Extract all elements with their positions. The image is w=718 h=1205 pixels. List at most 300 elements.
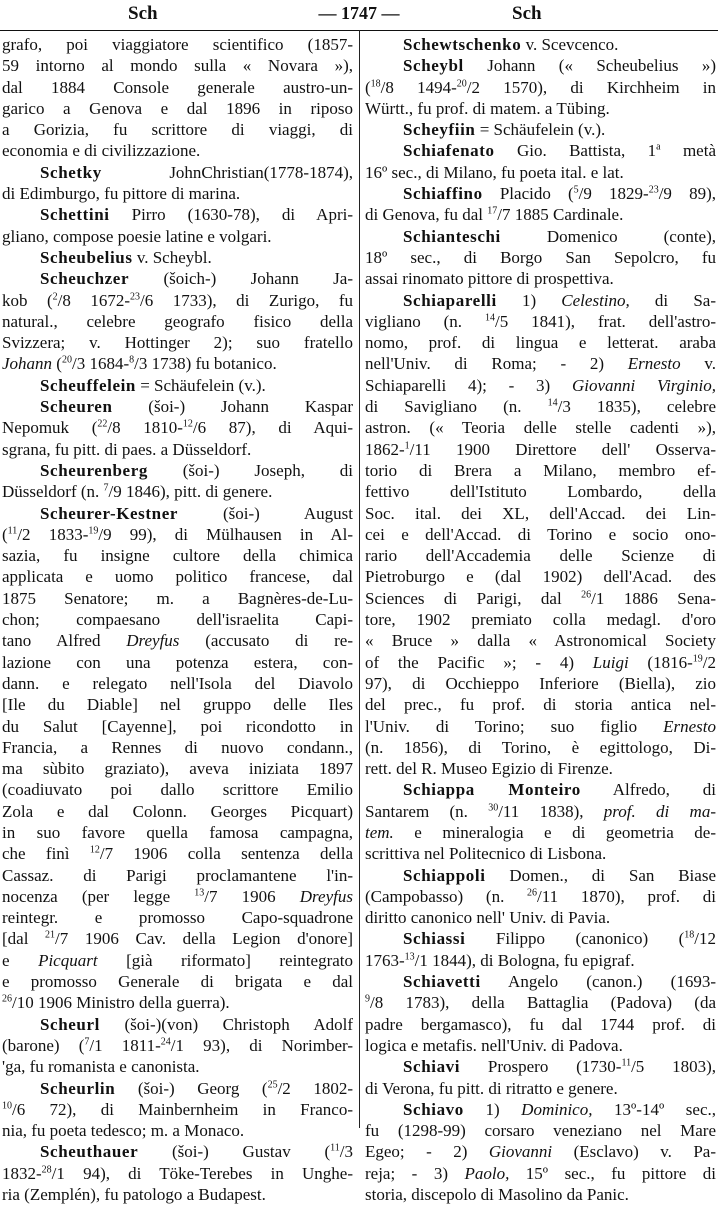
date-superscript: 10	[2, 1100, 12, 1112]
italic-name: Ernesto	[663, 716, 716, 736]
text-run: (šoi-) August	[178, 503, 353, 523]
text-line	[2, 630, 353, 651]
text-run: /5 1841), frat. dell'astro-	[494, 311, 716, 331]
text-line	[365, 98, 716, 119]
text-run: scrittiva nel Politecnico di Lisbona.	[365, 844, 607, 864]
text-run: fettivo dell'Istituto Lombardo, della	[365, 482, 716, 502]
text-line	[2, 183, 353, 204]
text-run: Svizzera; v. Hottinger 2); suo fratello	[2, 333, 353, 353]
text-line	[365, 1056, 716, 1077]
text-run: dann. e relegato nell'Isola del Diavolo	[2, 673, 353, 693]
date-superscript: 11	[621, 1057, 632, 1069]
text-run: torio di Brera a Milano, membro ef-	[365, 460, 716, 480]
date-superscript: 25	[267, 1078, 278, 1090]
text-line	[365, 652, 716, 673]
headword: Schianteschi	[403, 226, 501, 246]
text-run: /9 99), di Mülhausen in Al-	[98, 524, 353, 544]
text-run: = Schäufelein (v.).	[135, 375, 266, 395]
text-run: 1)	[496, 290, 562, 310]
text-line	[2, 119, 353, 140]
text-run: (coadiuvato poi dallo scrittore Emilio	[2, 780, 353, 800]
date-superscript: 13	[404, 951, 415, 963]
text-run: /11 1838),	[498, 801, 604, 821]
text-line	[2, 992, 353, 1013]
text-line	[365, 375, 716, 396]
text-run: 13º-14º sec.,	[592, 1099, 716, 1119]
text-line	[2, 801, 353, 822]
text-line	[365, 119, 716, 140]
italic-name: Celestino,	[561, 290, 630, 310]
text-line	[2, 1120, 353, 1141]
text-line	[365, 183, 716, 204]
text-run: 97), di Occhieppo Inferiore (Biella), zio	[365, 673, 716, 693]
text-run: 1763-	[365, 950, 405, 970]
headword: Schiassi	[403, 929, 466, 949]
text-line	[2, 1163, 353, 1184]
text-line	[365, 226, 716, 247]
text-line	[2, 737, 353, 758]
date-superscript: 17	[487, 205, 498, 217]
text-line	[365, 1141, 716, 1162]
text-run: (	[2, 524, 8, 544]
text-run: /7 1906 Cav. della Legion d'onore]	[55, 929, 353, 949]
text-run: tore, 1902 premiato colla medagl. d'oro	[365, 610, 716, 630]
text-run: (barone) (	[2, 1035, 85, 1055]
date-superscript: 19	[88, 525, 99, 537]
headword: Scheurlin	[40, 1078, 116, 1098]
text-run: /8 1494-	[380, 77, 457, 97]
text-run: (šoi-)(von) Christoph Adolf	[99, 1014, 353, 1034]
text-run: (šoich-) Johann Ja-	[129, 269, 353, 289]
text-line	[2, 865, 353, 886]
text-run: /8 1783), della Battaglia (Padova) (da	[370, 993, 716, 1013]
text-line	[2, 843, 353, 864]
text-run: grafo, poi viaggiatore scientifico (1857-	[2, 35, 353, 54]
text-run: Sciences di Parigi, dal	[365, 588, 582, 608]
text-line	[365, 801, 716, 822]
text-line	[365, 779, 716, 800]
text-run: /2 1570), di Kirchheim in	[466, 77, 716, 97]
text-run: sgrana, fu pitt. di paes. a Düsseldorf.	[2, 439, 252, 459]
date-superscript: 2	[52, 290, 58, 302]
date-superscript: 18	[370, 77, 381, 89]
italic-name: Luigi	[592, 652, 629, 672]
italic-name: Giovanni	[488, 1142, 553, 1162]
text-run: 15º sec., fu pittore di	[509, 1163, 716, 1183]
text-line	[2, 609, 353, 630]
text-line	[2, 460, 353, 481]
text-line	[365, 822, 716, 843]
text-run: /1 1886 Sena-	[591, 588, 716, 608]
text-line	[365, 758, 716, 779]
text-line	[2, 353, 353, 374]
text-run: logica e metafis. nell'Univ. di Padova.	[365, 1035, 623, 1055]
text-run: /1 1811-	[89, 1035, 161, 1055]
text-line	[2, 481, 353, 502]
text-line	[365, 843, 716, 864]
text-run: di Verona, fu pitt. di ritratto e genere.	[365, 1078, 618, 1098]
text-run: (šoi-) Johann Kaspar	[112, 397, 353, 417]
italic-name: prof. di ma-	[603, 801, 716, 821]
text-run: (n. 1856), di Torino, è egittologo, Di-	[365, 737, 716, 757]
text-run: Zola e dal Colonn. Georges Picquart)	[2, 801, 353, 821]
text-run: in suo favore quella famosa campagna,	[2, 822, 353, 842]
text-run: « Bruce » dalla « Astronomical Society	[365, 631, 716, 651]
text-run: del prec., fu prof. di storia antica nel-	[365, 695, 716, 715]
page-number: — 1747 —	[318, 3, 400, 23]
text-run: Egeo; - 2)	[365, 1142, 489, 1162]
text-run: /6 1733), di Zurigo, fu	[140, 290, 353, 310]
text-run: /6 72), di Mainbernheim in Franco-	[12, 1099, 353, 1119]
text-run: /11 1900 Direttore dell' Osserva-	[409, 439, 716, 459]
text-line	[365, 928, 716, 949]
text-line	[2, 1184, 353, 1205]
text-line	[365, 673, 716, 694]
text-run: /2 1802-	[277, 1078, 353, 1098]
text-run: Alfredo, di	[580, 780, 716, 800]
text-line	[2, 439, 353, 460]
text-run: Placido (	[482, 184, 574, 204]
date-superscript: 28	[41, 1164, 52, 1176]
text-line	[2, 290, 353, 311]
date-superscript: 11	[7, 525, 18, 537]
text-line	[2, 545, 353, 566]
text-line	[2, 140, 353, 161]
text-line	[2, 971, 353, 992]
text-line	[365, 865, 716, 886]
text-line	[2, 758, 353, 779]
text-line	[2, 162, 353, 183]
text-run: /1 94), di Töke-Terebes in Unghe-	[51, 1163, 353, 1183]
text-run: 1)	[463, 1099, 522, 1119]
text-run: /3 1738) fu botanico.	[134, 354, 277, 374]
text-line	[2, 375, 353, 396]
text-run: 1832-	[2, 1163, 42, 1183]
text-line	[365, 268, 716, 289]
italic-name: Ernesto	[627, 354, 681, 374]
text-run: 1875 Senatore; m. a Bagnères-de-Lu-	[2, 588, 353, 608]
headword: Schiavetti	[403, 972, 481, 992]
date-superscript: 19	[692, 652, 703, 664]
headword: Schiaffino	[403, 184, 483, 204]
date-superscript: 11	[330, 1142, 340, 1154]
date-superscript: 9	[365, 993, 370, 1005]
text-run: 16º sec., di Milano, fu poeta ital. e lat.	[365, 162, 624, 182]
text-run: assai rinomato pittore di prospettiva.	[365, 269, 614, 289]
text-run: Domenico (conte),	[500, 226, 716, 246]
text-run: Soc. ital. dei XL, dell'Accad. dei Lin-	[365, 503, 716, 523]
text-line	[2, 503, 353, 524]
text-run: Schiaparelli 4); - 3)	[365, 375, 572, 395]
headword: Scheyfiin	[403, 120, 476, 140]
text-line	[365, 353, 716, 374]
text-line	[2, 1035, 353, 1056]
text-line	[365, 162, 716, 183]
text-run: e	[2, 950, 39, 970]
headword: Scheuthauer	[40, 1142, 139, 1162]
text-line	[2, 716, 353, 737]
date-superscript: 26	[2, 993, 12, 1005]
text-run: v. Scevcenco.	[521, 35, 619, 54]
text-line	[2, 417, 353, 438]
date-superscript: 18	[684, 929, 695, 941]
text-line	[2, 247, 353, 268]
text-line	[365, 460, 716, 481]
text-run: Domen., di San Biase	[485, 865, 716, 885]
text-line	[365, 204, 716, 225]
italic-name: Paolo,	[464, 1163, 510, 1183]
text-line	[2, 928, 353, 949]
text-line	[365, 1014, 716, 1035]
italic-name: Johann	[2, 354, 53, 374]
italic-name: Giovanni Virginio,	[571, 375, 716, 395]
text-run: of the Pacific »; - 4)	[365, 652, 593, 672]
text-line	[365, 1120, 716, 1141]
headword: Schiavi	[403, 1057, 461, 1077]
date-superscript: 23	[130, 290, 141, 302]
text-run: di Edimburgo, fu pittore di marina.	[2, 184, 241, 204]
text-line	[2, 950, 353, 971]
headword: Scheuchzer	[40, 269, 130, 289]
text-line	[2, 779, 353, 800]
text-line	[2, 1078, 353, 1099]
text-run: cei e dell'Accad. di Torino e socio ono-	[365, 524, 716, 544]
headword: Scheuren	[40, 397, 113, 417]
text-line	[2, 77, 353, 98]
text-run: 'ga, fu romanista e canonista.	[2, 1057, 200, 1077]
text-run: vigliano (n.	[365, 311, 485, 331]
text-run: [già riformato] reintegrato	[97, 950, 353, 970]
text-line	[2, 34, 353, 55]
text-run: lazione con una potenza estera, con-	[2, 652, 353, 672]
date-superscript: 20	[61, 354, 72, 366]
headword: Scheurer-Kestner	[40, 503, 179, 523]
headword: Schiappa Monteiro	[403, 780, 581, 800]
text-run: (	[365, 77, 371, 97]
text-line	[365, 140, 716, 161]
text-run: (šoi-) Gustav (	[138, 1142, 331, 1162]
text-line	[365, 524, 716, 545]
text-run: /2 1833-	[17, 524, 89, 544]
text-run: reja; - 3)	[365, 1163, 465, 1183]
text-run: (1816-	[628, 652, 693, 672]
text-line	[365, 737, 716, 758]
text-line	[2, 907, 353, 928]
text-run: Cassaz. di Parigi proclamantene l'in-	[2, 865, 353, 885]
text-line	[365, 694, 716, 715]
italic-name: Dominico,	[521, 1099, 593, 1119]
text-run: astron. (« Teoria delle stelle cadenti »),	[365, 418, 716, 438]
text-run: a Gorizia, fu scrittore di viaggi, di	[2, 120, 353, 140]
text-run: rett. del R. Museo Egizio di Firenze.	[365, 759, 613, 779]
text-line	[365, 886, 716, 907]
date-superscript: 7	[84, 1036, 90, 1048]
date-superscript: 7	[103, 482, 109, 494]
date-superscript: 20	[456, 77, 467, 89]
text-line	[2, 226, 353, 247]
headword: Schiaparelli	[403, 290, 497, 310]
text-run: /11 1870), prof. di	[537, 886, 716, 906]
headword: Scheubelius	[40, 247, 133, 267]
text-run: Pirro (1630-78), di Apri-	[109, 205, 353, 225]
text-run: kob (	[2, 290, 53, 310]
text-line	[2, 1014, 353, 1035]
date-superscript: 12	[182, 418, 193, 430]
text-run: l'Univ. di Torino; suo figlio	[365, 716, 664, 736]
text-run: /5 1803),	[631, 1057, 716, 1077]
text-run: metà	[660, 141, 716, 161]
text-line	[2, 524, 353, 545]
text-line	[2, 311, 353, 332]
text-line	[2, 822, 353, 843]
text-run: /9 1846), pitt. di genere.	[108, 482, 273, 502]
text-line	[2, 673, 353, 694]
headword: Scheurenberg	[40, 460, 148, 480]
text-line	[365, 1035, 716, 1056]
text-run: Francia, a Rennes di nuovo condann.,	[2, 737, 353, 757]
text-run: /1 1844), di Bologna, fu epigraf.	[414, 950, 635, 970]
text-run: rario dell'Accademia delle Scienze di	[365, 546, 716, 566]
italic-name: Dreyfus	[126, 631, 180, 651]
text-line	[2, 588, 353, 609]
text-line	[365, 1163, 716, 1184]
text-line	[2, 652, 353, 673]
text-line	[365, 396, 716, 417]
text-line	[365, 992, 716, 1013]
text-run: di Sa-	[629, 290, 716, 310]
text-run: Santarem (n.	[365, 801, 489, 821]
text-run: /6 87), di Aqui-	[192, 418, 353, 438]
text-run: natural., celebre geografo fisico della	[2, 311, 353, 331]
text-line	[365, 630, 716, 651]
text-run: /7 1906 colla sentenza della	[99, 844, 353, 864]
headword: Schiappoli	[403, 865, 486, 885]
text-run: (šoi-) Joseph, di	[147, 460, 353, 480]
text-run: /12	[694, 929, 716, 949]
text-run: du Salut [Cayenne], poi ricondotto in	[2, 716, 353, 736]
italic-name: tem.	[365, 822, 394, 842]
date-superscript: 21	[45, 929, 56, 941]
text-line	[365, 247, 716, 268]
text-line	[365, 1078, 716, 1099]
date-superscript: 23	[648, 184, 659, 196]
text-line	[365, 503, 716, 524]
text-run: ria (Zemplén), fu patologo a Budapest.	[2, 1185, 266, 1205]
text-run: Gio. Battista, 1	[494, 141, 657, 161]
text-line	[365, 950, 716, 971]
text-run: tano Alfred	[2, 631, 127, 651]
text-run: /1 93), di Norimber-	[170, 1035, 353, 1055]
date-superscript: 30	[488, 802, 499, 814]
text-run: che finì	[2, 844, 90, 864]
text-run: /9 1829-	[578, 184, 649, 204]
text-run: (šoi-) Georg (	[115, 1078, 268, 1098]
text-line	[2, 566, 353, 587]
text-line	[365, 332, 716, 353]
text-line	[365, 971, 716, 992]
text-run: 1862-	[365, 439, 405, 459]
date-superscript: a	[656, 141, 661, 153]
header-left-guideword: Sch	[128, 3, 158, 24]
text-line	[2, 396, 353, 417]
text-line	[2, 1099, 353, 1120]
text-line	[2, 694, 353, 715]
text-run: fu (1298-99) corsaro veneziano nel Mare	[365, 1121, 716, 1141]
text-run: nomo, prof. di lingua e letterat. araba	[365, 333, 716, 353]
text-run: v. Scheybl.	[132, 247, 212, 267]
text-run: nell'Univ. di Roma; - 2)	[365, 354, 628, 374]
text-run: padre bergamasco), fu dal 1744 prof. di	[365, 1014, 716, 1034]
headword: Schiafenato	[403, 141, 495, 161]
text-run: Filippo (canonico) (	[465, 929, 685, 949]
text-run: /3 1684-	[71, 354, 130, 374]
text-run: /8 1810-	[107, 418, 183, 438]
text-line	[2, 886, 353, 907]
text-run: e promosso Generale di brigata e dal	[2, 972, 353, 992]
text-run: /2	[702, 652, 716, 672]
date-superscript: 1	[404, 439, 410, 451]
text-line	[365, 566, 716, 587]
text-run: [dal	[2, 929, 46, 949]
text-run: Württ., fu prof. di matem. a Tübing.	[365, 98, 610, 118]
running-header	[0, 0, 718, 31]
date-superscript: 26	[527, 887, 538, 899]
text-run: economia e di civilizzazione.	[2, 141, 201, 161]
headword: Scheybl	[403, 56, 464, 76]
headword: Scheuffelein	[40, 375, 136, 395]
text-line	[365, 311, 716, 332]
text-run: (Campobasso) (n.	[365, 886, 528, 906]
text-run: nia, fu poeta tedesco; m. a Monaco.	[2, 1121, 245, 1141]
date-superscript: 14	[484, 312, 495, 324]
text-run: Nepomuk (	[2, 418, 98, 438]
date-superscript: 13	[194, 887, 205, 899]
headword: Scheurl	[40, 1014, 100, 1034]
text-run: /9 89),	[658, 184, 716, 204]
text-run: /7 1885 Cardinale.	[497, 205, 624, 225]
text-line	[2, 98, 353, 119]
text-run: chon; compaesano dell'israelita Capi-	[2, 610, 353, 630]
text-line	[2, 204, 353, 225]
text-line	[2, 1056, 353, 1077]
headword: Schewtschenko	[403, 35, 522, 54]
text-run: applicata e uomo politico francese, dal	[2, 567, 353, 587]
text-line	[365, 1099, 716, 1120]
text-run: [Ile du Diable] nel gruppo delle Iles	[2, 695, 353, 715]
text-run: (	[52, 354, 62, 374]
text-run: (Esclavo) v. Pa-	[552, 1142, 716, 1162]
text-run: /7 1906	[204, 886, 300, 906]
text-run: Düsseldorf (n.	[2, 482, 104, 502]
text-run: sazia, fu insigne cultore della chimica	[2, 546, 353, 566]
date-superscript: 14	[547, 397, 558, 409]
text-run: /8 1672-	[57, 290, 131, 310]
text-run: di Genova, fu dal	[365, 205, 488, 225]
headword: Schiavo	[403, 1099, 464, 1119]
text-run: /10 1906 Ministro della guerra).	[12, 993, 230, 1013]
text-line	[365, 545, 716, 566]
right-column	[365, 34, 716, 1205]
text-line	[365, 907, 716, 928]
text-run: diritto canonico nell' Univ. di Pavia.	[365, 908, 611, 928]
text-line	[2, 55, 353, 76]
text-line	[365, 290, 716, 311]
text-line	[365, 716, 716, 737]
text-line	[365, 1184, 716, 1205]
text-run: e mineralogia e di geometria de-	[393, 822, 716, 842]
text-run: Angelo (canon.) (1693-	[480, 972, 716, 992]
text-line	[2, 268, 353, 289]
